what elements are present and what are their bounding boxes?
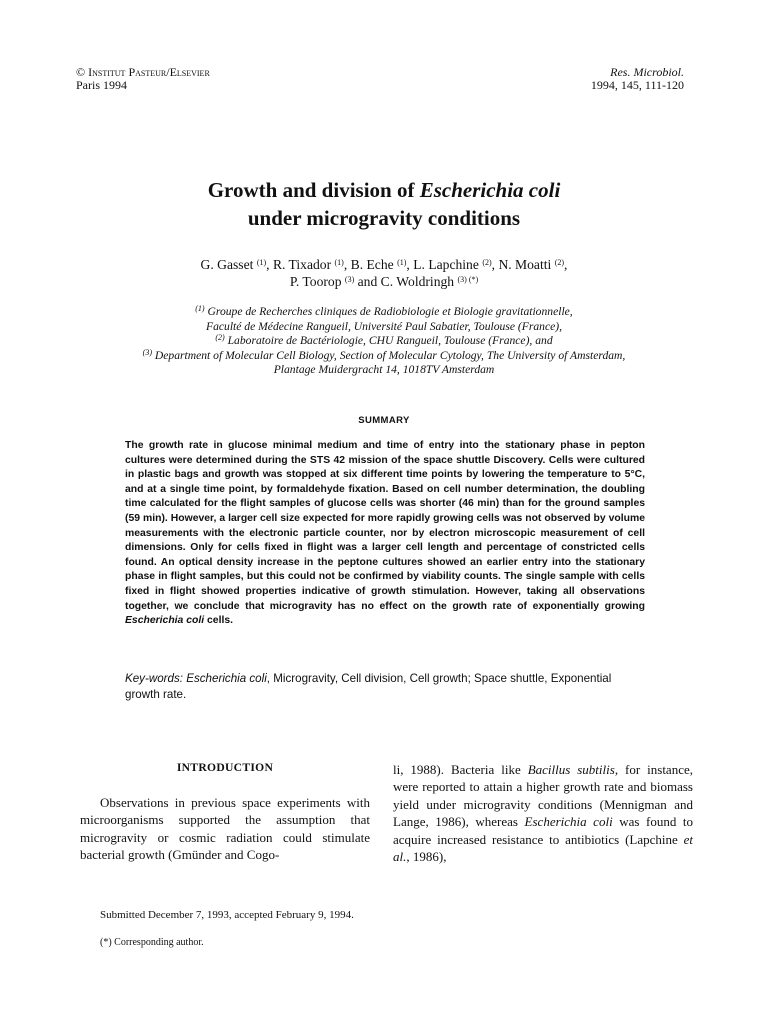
intro-text: li, 1988). Bacteria like — [393, 762, 528, 777]
affiliation-text: Groupe de Recherches cliniques de Radiobiologie et Biologie gravitationnelle, — [204, 305, 573, 318]
intro-text: , 1986), — [406, 849, 447, 865]
journal-name: Res. Microbiol. — [610, 65, 684, 79]
running-header-right — [591, 66, 684, 92]
summary-body: The growth rate in glucose minimal medium and time of entry into the stationary phase in pepton cultures were determined during the STS 42 mission of the space shuttle Discovery. Cells were cultured in plastic bags and growth was stopped at six different time points by lowering the temperature to 5°C, and at a single time point, by formaldehyde fixation. Based on cell number determination, the doubling time calculated for the flight samples of glucose cells was shorter (46 min) than for the ground samples (59 min). However, a larger cell size expected for more rapidly growing cells was not observed by volume measurements with the electronic particle counter, nor by electron microscopic measurement of cell dimensions. Only for cells fixed in flight was a larger cell length and percentage of constricted cells found. An optical density increase in the peptone cultures showed an earlier entry into the stationary phase in flight samples, but this could not be confirmed by viability counts. The single sample with cells fixed in flight showed properties indicative of growth stimulation. However, taking all observations together, we conclude that microgravity has no effect on the growth rate of exponentially growing — [125, 440, 645, 612]
title-organism: Escherichia coli — [419, 178, 561, 202]
intro-bacillus: Bacillus subtilis — [527, 762, 615, 777]
submission-note: Submitted December 7, 1993, accepted February 9, 1994. — [100, 909, 354, 921]
author-name: L. Lapchine — [413, 257, 479, 272]
running-header-left — [76, 66, 210, 92]
author-line-2 — [0, 273, 768, 290]
author-separator: , — [406, 257, 414, 272]
summary-heading: SUMMARY — [358, 415, 410, 426]
author-separator: , — [491, 257, 499, 272]
affiliation-mark: (1) — [195, 304, 205, 313]
intro-etal: et al. — [393, 831, 693, 865]
introduction-right-column — [393, 761, 693, 865]
author-name: N. Moatti — [498, 257, 552, 272]
author-affiliation-mark: (1) — [334, 258, 344, 267]
summary-organism: Escherichia coli — [125, 615, 205, 627]
title-text: Growth and division of — [207, 178, 420, 202]
intro-ecoli: Escherichia coli — [524, 814, 613, 830]
affiliation-3-line-2: Plantage Muidergracht 14, 1018TV Amsterdam — [273, 363, 495, 376]
summary-text — [125, 439, 645, 629]
keywords — [125, 671, 645, 703]
journal-citation: 1994, 145, 111-120 — [590, 78, 684, 92]
introduction-heading: INTRODUCTION — [176, 761, 274, 774]
keywords-organism: Escherichia coli — [186, 672, 267, 685]
introduction-left-column: Observations in previous space experiments with microorganisms supported the assumption that microgravity or cosmic radiation could stimulate bacterial growth (Gmünder and Cogo- — [80, 795, 370, 863]
author-affiliation-mark: (1) — [397, 258, 407, 267]
author-name: C. Woldringh — [380, 274, 455, 289]
publisher-line: © Institut Pasteur/Elsevier — [76, 65, 210, 79]
author-name: B. Eche — [350, 257, 394, 272]
author-name: P. Toorop — [289, 274, 342, 289]
author-name: R. Tixador — [272, 257, 332, 272]
affiliation-text: Laboratoire de Bactériologie, CHU Rangueil, Toulouse (France), and — [224, 334, 553, 347]
intro-text: was found to acquire increased resistance to antibiotics (Lapchine — [393, 814, 693, 847]
affiliation-text: Department of Molecular Cell Biology, Section of Molecular Cytology, The University of Amsterdam, — [151, 348, 626, 362]
intro-text: , for instance, were reported to attain a higher growth rate and biomass yield under microgravity conditions (Mennigman and Lange, 1986), whereas — [393, 762, 693, 830]
author-affiliation-mark: (1) — [256, 258, 267, 267]
affiliation-mark: (3) — [142, 347, 152, 357]
author-name: G. Gasset — [200, 257, 254, 272]
author-affiliation-mark: (2) — [554, 258, 565, 267]
place-year: Paris 1994 — [76, 78, 127, 92]
author-affiliation-mark: (3) (*) — [457, 275, 479, 284]
paper-title — [0, 176, 768, 232]
affiliation-1-line-2: Faculté de Médecine Rangueil, Université Paul Sabatier, Toulouse (France), — [206, 319, 562, 333]
title-line-2: under microgravity conditions — [247, 206, 521, 230]
affiliation-2 — [60, 334, 708, 349]
affiliation-3-line-1 — [60, 349, 708, 364]
affiliation-mark: (2) — [215, 333, 225, 342]
author-separator: , — [564, 257, 568, 272]
affiliations — [60, 305, 708, 378]
author-affiliation-mark: (2) — [482, 258, 492, 267]
author-separator: and — [354, 274, 381, 289]
keywords-list: , Microgravity, Cell division, Cell growth; Space shuttle, Exponential growth rate. — [125, 672, 612, 701]
corresponding-author-note: (*) Corresponding author. — [100, 937, 204, 948]
author-list — [0, 256, 768, 290]
affiliation-1-line-1 — [60, 305, 708, 320]
title-line-1 — [0, 176, 768, 204]
keywords-label: Key-words: — [125, 672, 183, 685]
author-line-1 — [0, 256, 768, 273]
author-separator: , — [343, 257, 351, 272]
author-separator: , — [266, 257, 273, 272]
summary-end: cells. — [204, 615, 234, 627]
author-affiliation-mark: (3) — [344, 275, 355, 284]
